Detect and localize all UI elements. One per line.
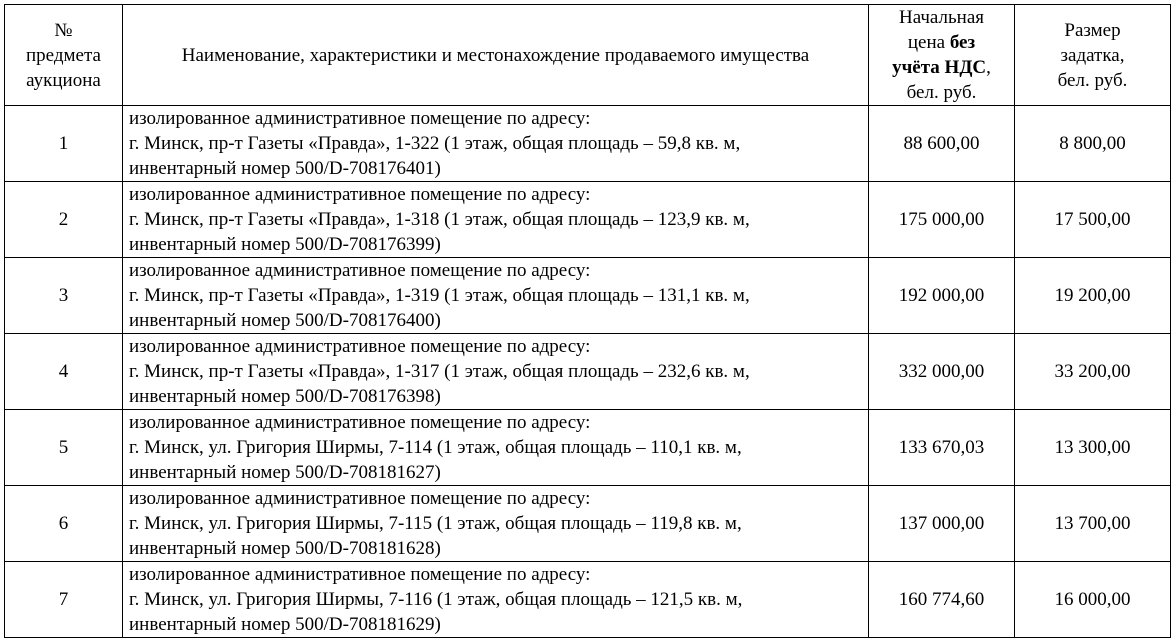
header-deposit-line: задатка, — [1060, 44, 1125, 66]
description-line: г. Минск, пр-т Газеты «Правда», 1-322 (1 этаж, общая площадь – 59,8 кв. м, — [129, 133, 741, 154]
description-cell — [123, 334, 869, 410]
header-price-text: , — [986, 57, 991, 78]
table-row — [5, 258, 1171, 334]
header-price-text: цена — [907, 32, 950, 53]
table-header — [5, 5, 1171, 106]
description-line: г. Минск, пр-т Газеты «Правда», 1-317 (1 этаж, общая площадь – 232,6 кв. м, — [129, 361, 750, 382]
header-price-line: бел. руб. — [906, 82, 977, 103]
description-line: инвентарный номер 500/D-708181629) — [129, 614, 441, 635]
description-line: г. Минск, пр-т Газеты «Правда», 1-318 (1 этаж, общая площадь – 123,9 кв. м, — [129, 209, 750, 230]
table-row — [5, 410, 1171, 486]
table-body — [5, 106, 1171, 638]
deposit-cell: 33 200,00 — [1015, 334, 1171, 410]
description-line: изолированное административное помещение по адресу: — [129, 184, 591, 205]
starting-price-cell: 160 774,60 — [869, 562, 1015, 638]
description-line: изолированное административное помещение по адресу: — [129, 336, 591, 357]
header-price-line: Начальная — [898, 7, 985, 28]
description-line: изолированное административное помещение по адресу: — [129, 108, 591, 129]
header-row — [5, 5, 1171, 106]
starting-price-cell: 192 000,00 — [869, 258, 1015, 334]
lot-number-cell: 4 — [5, 334, 123, 410]
header-lot-number-line: аукциона — [26, 69, 101, 91]
description-cell — [123, 106, 869, 182]
deposit-cell: 19 200,00 — [1015, 258, 1171, 334]
header-price-line — [869, 30, 1014, 55]
lot-number-cell: 5 — [5, 410, 123, 486]
lot-number-cell: 1 — [5, 106, 123, 182]
description-cell — [123, 258, 869, 334]
header-price-line — [869, 55, 1014, 80]
lot-number-cell: 7 — [5, 562, 123, 638]
header-deposit-line: Размер — [1064, 19, 1121, 41]
table-row — [5, 106, 1171, 182]
description-line: г. Минск, ул. Григория Ширмы, 7-116 (1 этаж, общая площадь – 121,5 кв. м, — [129, 589, 743, 610]
lot-number-cell: 3 — [5, 258, 123, 334]
header-lot-number — [5, 5, 123, 106]
deposit-cell: 17 500,00 — [1015, 182, 1171, 258]
description-line: изолированное административное помещение по адресу: — [129, 412, 591, 433]
deposit-cell: 8 800,00 — [1015, 106, 1171, 182]
description-cell — [123, 410, 869, 486]
lot-number-cell: 6 — [5, 486, 123, 562]
description-line: г. Минск, ул. Григория Ширмы, 7-115 (1 этаж, общая площадь – 119,8 кв. м, — [129, 513, 742, 534]
header-starting-price — [869, 5, 1015, 106]
description-cell — [123, 182, 869, 258]
description-line: инвентарный номер 500/D-708181628) — [129, 538, 441, 559]
deposit-cell: 16 000,00 — [1015, 562, 1171, 638]
starting-price-cell: 175 000,00 — [869, 182, 1015, 258]
starting-price-cell: 332 000,00 — [869, 334, 1015, 410]
description-line: инвентарный номер 500/D-708181627) — [129, 462, 441, 483]
description-cell — [123, 562, 869, 638]
table-row — [5, 182, 1171, 258]
deposit-cell: 13 300,00 — [1015, 410, 1171, 486]
description-line: г. Минск, ул. Григория Ширмы, 7-114 (1 этаж, общая площадь – 110,1 кв. м, — [129, 437, 742, 458]
starting-price-cell: 133 670,03 — [869, 410, 1015, 486]
header-deposit — [1015, 5, 1171, 106]
header-deposit-line: бел. руб. — [1057, 69, 1128, 91]
description-line: инвентарный номер 500/D-708176398) — [129, 386, 441, 407]
description-line: изолированное административное помещение по адресу: — [129, 488, 591, 509]
header-lot-number-line: № — [54, 19, 73, 41]
document-page — [4, 4, 1171, 638]
auction-lots-table — [4, 4, 1171, 638]
header-price-bold: учёта НДС — [892, 57, 987, 78]
table-row — [5, 486, 1171, 562]
table-row — [5, 562, 1171, 638]
description-line: изолированное административное помещение по адресу: — [129, 260, 591, 281]
description-line: изолированное административное помещение по адресу: — [129, 564, 591, 585]
starting-price-cell: 137 000,00 — [869, 486, 1015, 562]
description-line: инвентарный номер 500/D-708176400) — [129, 310, 441, 331]
description-line: г. Минск, пр-т Газеты «Правда», 1-319 (1 этаж, общая площадь – 131,1 кв. м, — [129, 285, 750, 306]
table-row — [5, 334, 1171, 410]
description-cell — [123, 486, 869, 562]
description-line: инвентарный номер 500/D-708176399) — [129, 234, 441, 255]
deposit-cell: 13 700,00 — [1015, 486, 1171, 562]
lot-number-cell: 2 — [5, 182, 123, 258]
header-lot-number-line: предмета — [26, 44, 101, 66]
starting-price-cell: 88 600,00 — [869, 106, 1015, 182]
header-price-bold: без — [949, 32, 976, 53]
description-line: инвентарный номер 500/D-708176401) — [129, 158, 441, 179]
header-property-description: Наименование, характеристики и местонахождение продаваемого имущества — [123, 5, 869, 106]
